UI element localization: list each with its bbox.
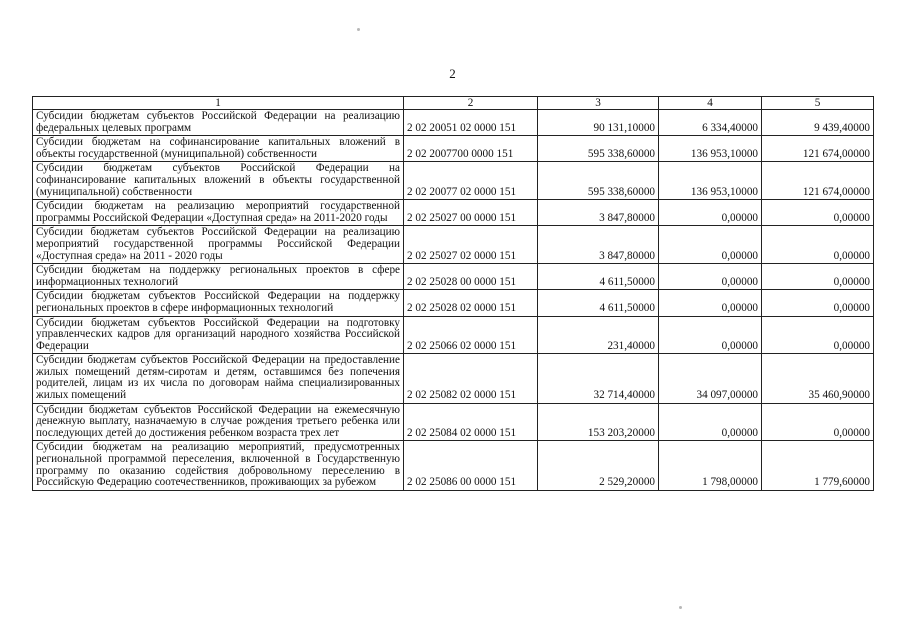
row-value-col5: 0,00000 <box>762 264 874 290</box>
table-row <box>33 200 874 226</box>
row-value-col4: 0,00000 <box>659 290 762 316</box>
row-code: 2 02 25027 02 0000 151 <box>404 226 538 264</box>
subsidies-table <box>32 96 874 491</box>
row-code: 2 02 25082 02 0000 151 <box>404 354 538 403</box>
row-description: Субсидии бюджетам субъектов Российской Федерации на поддержку региональных проектов в сфере информационных технологий <box>33 290 404 316</box>
row-value-col3: 2 529,20000 <box>538 441 659 490</box>
row-code: 2 02 20051 02 0000 151 <box>404 110 538 136</box>
row-value-col3: 3 847,80000 <box>538 200 659 226</box>
row-value-col5: 0,00000 <box>762 290 874 316</box>
row-value-col4: 136 953,10000 <box>659 136 762 162</box>
scan-speck <box>357 28 360 31</box>
row-value-col4: 6 334,40000 <box>659 110 762 136</box>
column-header: 5 <box>762 97 874 110</box>
row-description: Субсидии бюджетам субъектов Российской Федерации на предоставление жилых помещений детям-сиротам и детям, оставшимся без попечения родителей, лицам из их числа по договорам найма специализированных жилых помещений <box>33 354 404 403</box>
row-description: Субсидии бюджетам субъектов Российской Федерации на подготовку управленческих кадров для организаций народного хозяйства Российской Федерации <box>33 316 404 354</box>
row-code: 2 02 20077 02 0000 151 <box>404 162 538 200</box>
row-value-col5: 0,00000 <box>762 403 874 441</box>
table-row <box>33 354 874 403</box>
row-value-col5: 35 460,90000 <box>762 354 874 403</box>
column-header: 3 <box>538 97 659 110</box>
row-code: 2 02 25066 02 0000 151 <box>404 316 538 354</box>
row-value-col4: 1 798,00000 <box>659 441 762 490</box>
table-row <box>33 403 874 441</box>
row-code: 2 02 25086 00 0000 151 <box>404 441 538 490</box>
row-value-col4: 0,00000 <box>659 200 762 226</box>
row-value-col4: 34 097,00000 <box>659 354 762 403</box>
row-value-col3: 4 611,50000 <box>538 264 659 290</box>
row-value-col5: 121 674,00000 <box>762 162 874 200</box>
row-value-col3: 231,40000 <box>538 316 659 354</box>
row-description: Субсидии бюджетам субъектов Российской Федерации на ежемесячную денежную выплату, назначаемую в случае рождения третьего ребенка или последующих детей до достижения ребенком возраста трех лет <box>33 403 404 441</box>
row-value-col3: 32 714,40000 <box>538 354 659 403</box>
row-value-col4: 0,00000 <box>659 264 762 290</box>
row-code: 2 02 25027 00 0000 151 <box>404 200 538 226</box>
table-row <box>33 316 874 354</box>
row-value-col5: 9 439,40000 <box>762 110 874 136</box>
row-description: Субсидии бюджетам на реализацию мероприятий государственной программы Российской Федерации «Доступная среда» на 2011-2020 годы <box>33 200 404 226</box>
table-row <box>33 290 874 316</box>
row-value-col5: 0,00000 <box>762 316 874 354</box>
table-row <box>33 162 874 200</box>
row-description: Субсидии бюджетам субъектов Российской Федерации на софинансирование капитальных вложений в объекты государственной (муниципальной) собственности <box>33 162 404 200</box>
table-row <box>33 110 874 136</box>
row-code: 2 02 2007700 0000 151 <box>404 136 538 162</box>
table-row <box>33 441 874 490</box>
row-value-col4: 0,00000 <box>659 403 762 441</box>
column-header: 1 <box>33 97 404 110</box>
row-value-col3: 3 847,80000 <box>538 226 659 264</box>
row-value-col4: 136 953,10000 <box>659 162 762 200</box>
row-value-col4: 0,00000 <box>659 226 762 264</box>
row-description: Субсидии бюджетам на поддержку региональных проектов в сфере информационных технологий <box>33 264 404 290</box>
scan-speck <box>679 606 682 609</box>
table-row <box>33 264 874 290</box>
row-description: Субсидии бюджетам на софинансирование капитальных вложений в объекты государственной (муниципальной) собственности <box>33 136 404 162</box>
page-number: 2 <box>449 66 456 81</box>
row-value-col3: 90 131,10000 <box>538 110 659 136</box>
column-header: 4 <box>659 97 762 110</box>
row-value-col5: 1 779,60000 <box>762 441 874 490</box>
row-value-col5: 121 674,00000 <box>762 136 874 162</box>
row-code: 2 02 25028 00 0000 151 <box>404 264 538 290</box>
row-value-col3: 595 338,60000 <box>538 162 659 200</box>
table-header-row <box>33 97 874 110</box>
row-value-col4: 0,00000 <box>659 316 762 354</box>
row-description: Субсидии бюджетам субъектов Российской Федерации на реализацию мероприятий государственной программы Российской Федерации «Доступная среда» на 2011 - 2020 годы <box>33 226 404 264</box>
row-code: 2 02 25084 02 0000 151 <box>404 403 538 441</box>
table-row <box>33 226 874 264</box>
row-value-col3: 153 203,20000 <box>538 403 659 441</box>
row-description: Субсидии бюджетам на реализацию мероприятий, предусмотренных региональной программой переселения, включенной в Государственную программу по оказанию содействия добровольному переселению в Российскую Федерацию соотечественников, проживающих за рубежом <box>33 441 404 490</box>
row-value-col3: 4 611,50000 <box>538 290 659 316</box>
row-value-col5: 0,00000 <box>762 200 874 226</box>
row-code: 2 02 25028 02 0000 151 <box>404 290 538 316</box>
row-value-col3: 595 338,60000 <box>538 136 659 162</box>
table-row <box>33 136 874 162</box>
column-header: 2 <box>404 97 538 110</box>
row-value-col5: 0,00000 <box>762 226 874 264</box>
row-description: Субсидии бюджетам субъектов Российской Федерации на реализацию федеральных целевых программ <box>33 110 404 136</box>
